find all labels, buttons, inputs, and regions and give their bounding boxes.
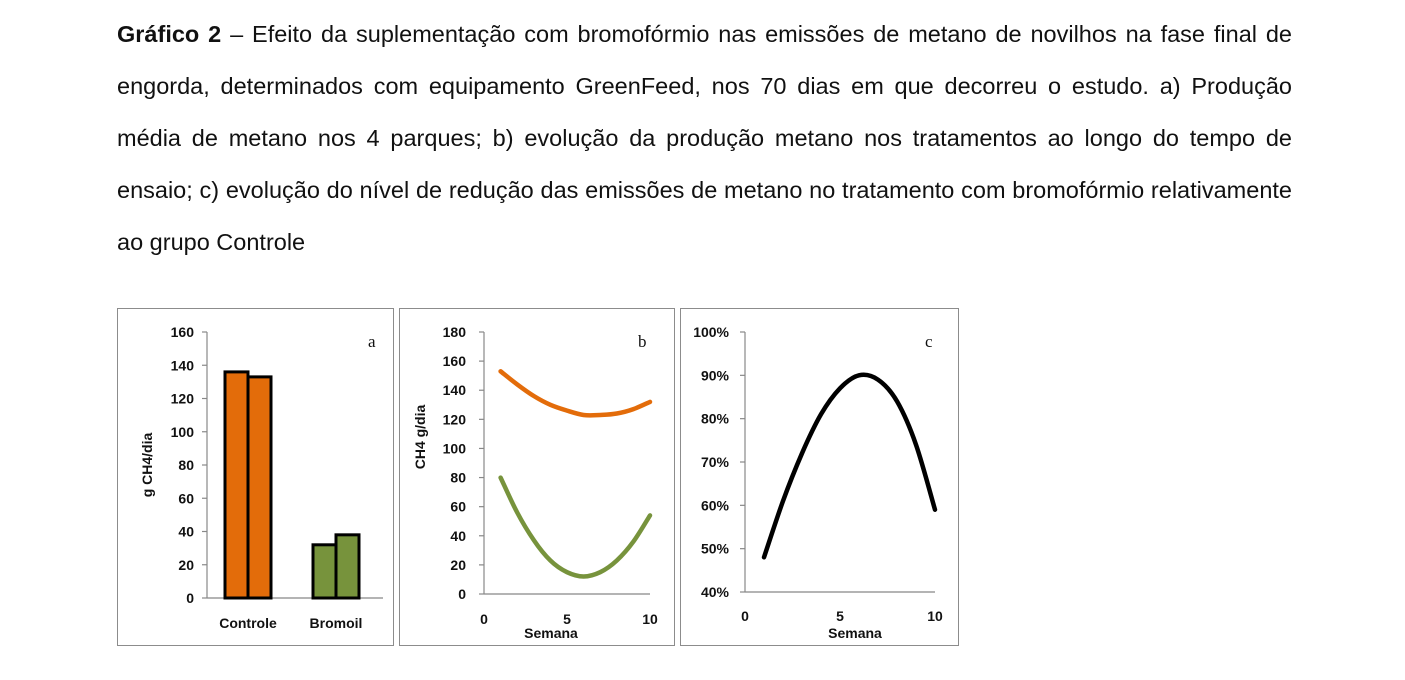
x-tick-label: 0 [741,608,749,624]
line-chart-b [400,309,676,647]
series-line-bromoil [501,478,650,577]
panel-letter-a: a [368,332,376,351]
y-tick-label: 0 [458,586,466,602]
series-line-reduction [764,375,935,558]
y-tick-label: 120 [170,390,194,407]
y-axis-title: CH4 g/dia [412,404,428,470]
y-tick-label: 80% [700,410,729,427]
y-tick-label: 40% [700,584,729,600]
y-tick-label: 160 [170,324,194,340]
x-tick-label: 10 [642,611,658,627]
series-line-controle [501,371,650,415]
line-chart-c [681,309,960,647]
y-tick-label: 60 [178,490,194,507]
x-category-label: Controle [219,615,277,631]
y-tick-label: 20 [178,556,194,573]
y-tick-label: 90% [700,367,729,384]
y-tick-label: 40 [178,523,194,540]
caption-text: – Efeito da suplementação com bromofórmio nas emissões de metano de novilhos na fase final de engorda, determinados com equipamento GreenFeed, nos 70 dias em que decorreu o estudo. a) Produção média de metano nos 4 parques; b) evolução da produção metano nos tratamentos ao longo do tempo de ensaio; c) evolução do nível de redução das emissões de metano no tratamento com bromofórmio relativamente ao grupo Controle [117,21,1292,255]
x-category-label: Bromoil [309,615,363,631]
y-tick-label: 180 [442,324,466,340]
bar-bromoil-1 [313,545,336,598]
y-axis-title: g CH4/dia [139,432,155,498]
y-tick-label: 120 [442,411,466,428]
x-tick-label: 5 [563,611,571,627]
chart-panel-b [399,308,675,646]
caption-label: Gráfico 2 [117,21,222,47]
y-tick-label: 100% [693,324,729,340]
y-tick-label: 100 [170,423,194,440]
panel-letter-c: c [925,332,933,351]
chart-panel-a [117,308,394,646]
y-tick-label: 60% [700,497,729,514]
y-tick-label: 160 [442,353,466,370]
y-tick-label: 40 [450,527,466,544]
x-tick-label: 10 [927,608,943,624]
y-tick-label: 140 [170,357,194,374]
bar-bromoil-2 [336,535,359,598]
y-tick-label: 80 [178,457,194,473]
y-tick-label: 0 [186,590,194,606]
x-tick-label: 5 [836,608,844,624]
bar-controle-2 [248,377,271,598]
y-tick-label: 60 [450,498,466,515]
x-tick-label: 0 [480,611,488,627]
y-tick-label: 20 [450,556,466,573]
x-axis-title: Semana [524,625,578,641]
y-tick-label: 100 [442,440,466,457]
y-tick-label: 80 [450,469,466,486]
panel-letter-b: b [638,332,647,351]
chart-panel-c [680,308,959,646]
y-tick-label: 50% [700,540,729,557]
y-tick-label: 70% [700,454,729,470]
bar-controle-1 [225,372,248,598]
y-tick-label: 140 [442,382,466,399]
x-axis-title: Semana [828,625,882,641]
bar-chart-a [118,309,395,647]
figure-caption [117,8,1292,268]
